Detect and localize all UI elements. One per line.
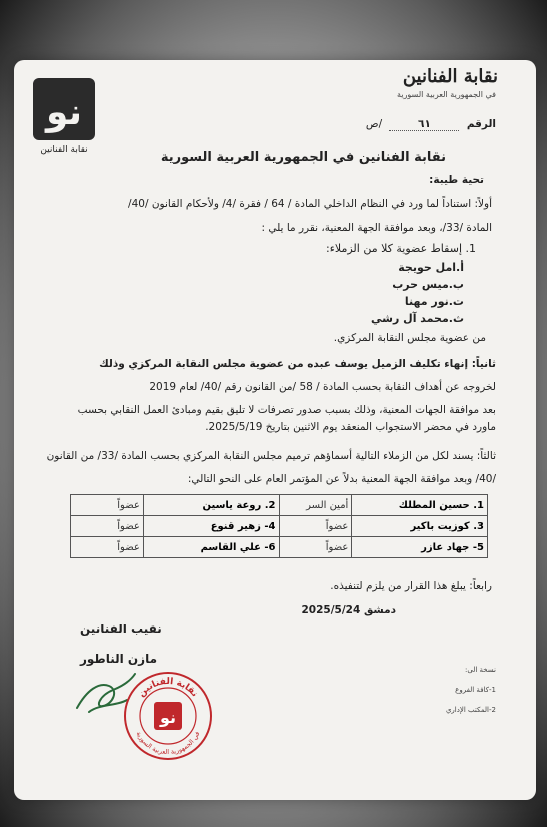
member-name: 2. روعة ياسين [143, 495, 279, 516]
greeting: تحية طيبة: [429, 174, 484, 186]
second-line-3: بعد موافقة الجهات المعنية، وذلك بسبب صدور تصرفات لا تليق بقيم ومبادئ العمل النقابي بحسب [77, 404, 496, 416]
member-role: عضواً [71, 495, 144, 516]
member-name: 1. حسين المطلك [352, 495, 488, 516]
header-syndicate-name: نقابة الفنانين [402, 66, 498, 87]
second-line-1: ثانياً: إنهاء تكليف الزميل يوسف عبده من عضوية مجلس النقابة المركزي وذلك [99, 358, 496, 370]
first-line-2: المادة /33/، وبعد موافقة الجهة المعنية، نقرر ما يلي : [261, 222, 492, 234]
dismissed-name: أ.امل حويجة [398, 261, 464, 274]
signatory-name: مازن الناطور [80, 652, 158, 666]
document-page [14, 60, 536, 800]
member-role: عضواً [71, 516, 144, 537]
header-subtitle: في الجمهورية العربية السورية [397, 90, 496, 99]
member-name: 4- زهير قنوع [143, 516, 279, 537]
table-row [71, 537, 488, 558]
dismissed-name: ت.نور مهنا [404, 295, 464, 308]
member-role: عضواً [279, 516, 352, 537]
table-row [71, 495, 488, 516]
dismissed-name: ب.ميس حرب [392, 278, 464, 291]
copies-list [446, 660, 496, 720]
board-table [70, 494, 488, 558]
second-section [78, 356, 496, 442]
syndicate-logo [31, 76, 97, 156]
member-role: عضواً [279, 537, 352, 558]
member-name: 5- جهاد عازر [352, 537, 488, 558]
fourth-section: رابعاً: يبلغ هذا القرار من يلزم لتنفيذه. [330, 580, 492, 592]
official-seal [122, 670, 214, 762]
member-role: أمين السر [279, 495, 352, 516]
svg-text:نو: نو [159, 708, 177, 727]
number-value: ٦١ [389, 118, 459, 131]
document-date: دمشق 2025/5/24 [301, 604, 396, 616]
seal-bottom-text: في الجمهورية العربية السورية [134, 730, 202, 757]
number-label: الرقم [466, 118, 496, 130]
dismissal-heading: 1. إسقاط عضوية كلا من الزملاء: [326, 242, 476, 255]
reference-number [366, 118, 496, 131]
second-line-4: ماورد في محضر الاستجواب المنعقد يوم الاثنين بتاريخ 2025/5/19. [205, 421, 496, 433]
copy-recipient: 2-المكتب الإداري [445, 706, 496, 714]
svg-text:نو: نو [45, 92, 83, 133]
first-closing: من عضوية مجلس النقابة المركزي. [333, 332, 486, 344]
seal-top-text: نقابة الفنانين [136, 676, 200, 700]
third-line-1: ثالثاً: يسند لكل من الزملاء التالية أسماؤهم ترميم مجلس النقابة المركزي بحسب المادة /33/ من القانون [46, 450, 496, 462]
dismissed-name: ث.محمد آل رشي [371, 312, 464, 325]
dismissed-names [326, 259, 464, 327]
dismissal-list [326, 242, 476, 327]
logo-caption: نقابة الفنانين [40, 145, 88, 155]
signatory-title: نقيب الفنانين [80, 622, 162, 636]
second-line-2: لخروجه عن أهداف النقابة بحسب المادة / 58 /من القانون رقم /40/ لعام 2019 [149, 381, 496, 393]
copies-heading: نسخة الى: [465, 666, 496, 674]
page-title: نقابة الفنانين في الجمهورية العربية السورية [160, 150, 446, 165]
third-section [47, 448, 496, 494]
third-line-2: /40/ وبعد موافقة الجهة المعنية بدلاً عن المؤتمر العام على النحو التالي: [187, 473, 496, 485]
first-line-1: أولاً: استناداً لما ورد في النظام الداخلي المادة / 64 / فقرة /4/ ولأحكام القانون /40/ [128, 198, 492, 210]
member-name: 6- علي القاسم [143, 537, 279, 558]
table-row [71, 516, 488, 537]
number-suffix: /ص [365, 118, 383, 130]
member-role: عضواً [71, 537, 144, 558]
member-name: 3. كوزيت باكير [352, 516, 488, 537]
copy-recipient: 1-كافة الفروع [455, 686, 496, 694]
